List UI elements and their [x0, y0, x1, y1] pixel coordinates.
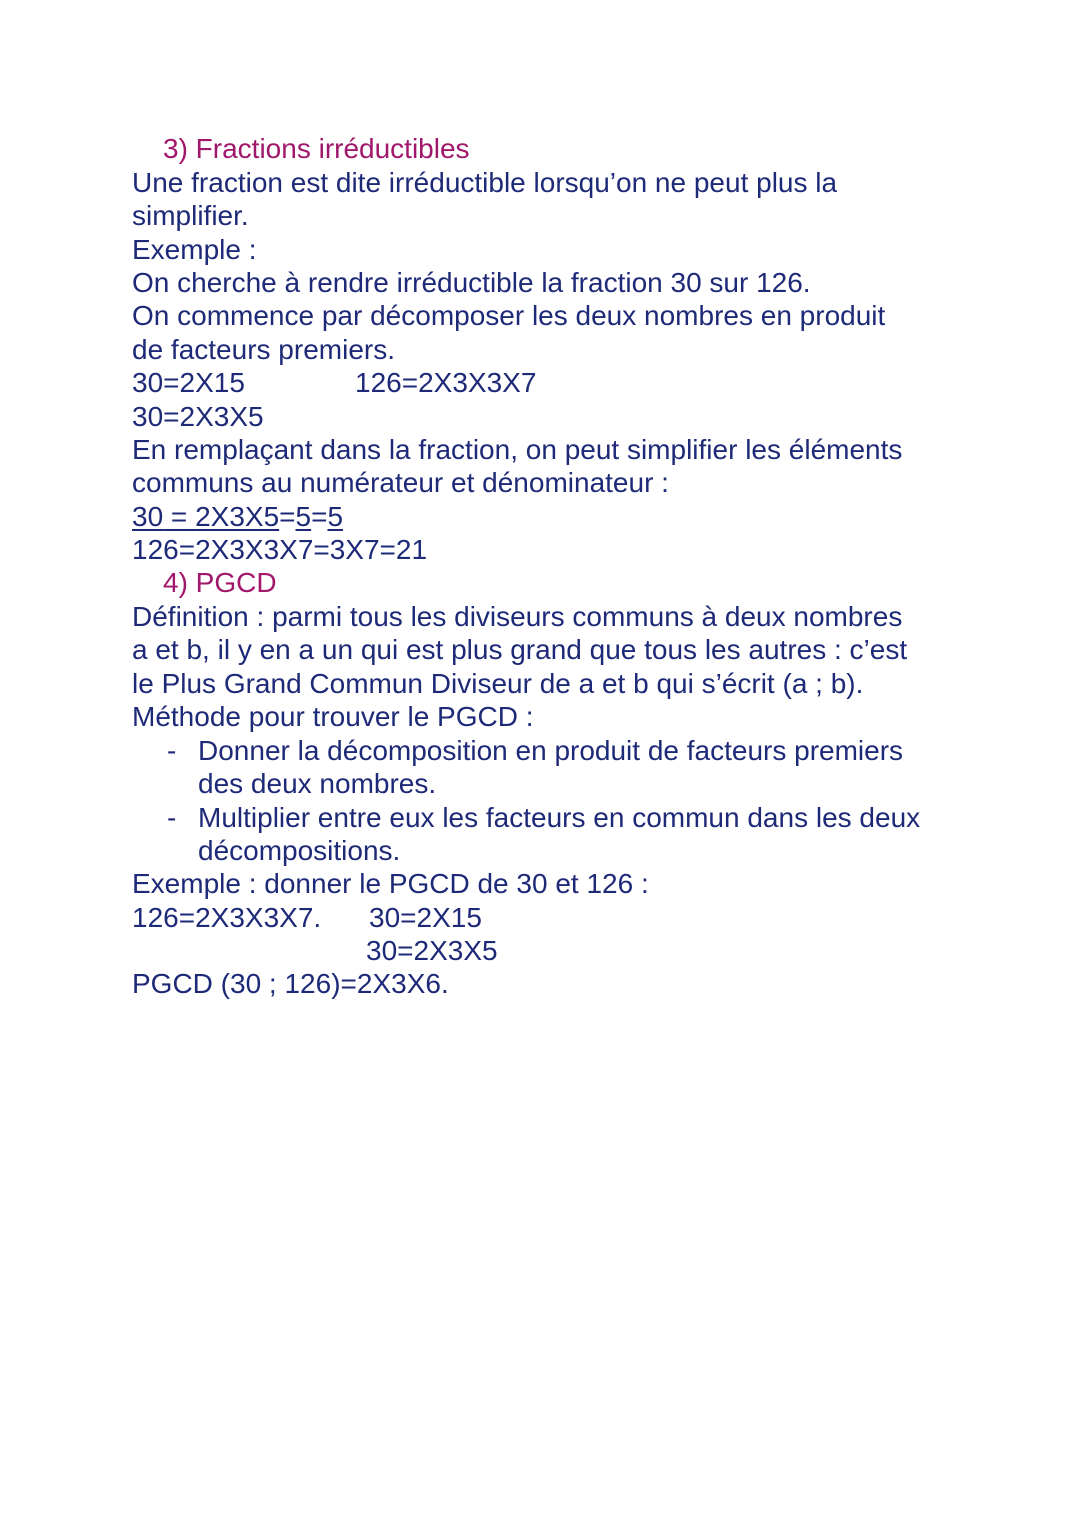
- example-decomposition-30-a: 30=2X15: [369, 902, 482, 933]
- section-3-replace-line-2: communs au numérateur et dénominateur :: [132, 467, 669, 498]
- bullet-dash-1: -: [167, 735, 177, 766]
- section-4-example-label: Exemple : donner le PGCD de 30 et 126 :: [132, 868, 649, 899]
- section-4-method-label: Méthode pour trouver le PGCD :: [132, 701, 534, 732]
- fraction-numerator-line: [132, 500, 343, 533]
- section-3-heading: 3) Fractions irréductibles: [163, 133, 470, 164]
- section-3-example-label: Exemple :: [132, 234, 257, 265]
- fraction-num-30: 30: [132, 501, 164, 532]
- section-3-definition-line-2: simplifier.: [132, 200, 249, 231]
- section-4-definition-line-1: Définition : parmi tous les diviseurs communs à deux nombres: [132, 601, 903, 632]
- bullet-2-line-2: décompositions.: [198, 835, 401, 866]
- example-decomposition-126: 126=2X3X3X7.: [132, 902, 322, 933]
- decomposition-126: 126=2X3X3X7: [355, 367, 537, 398]
- example-decomposition-30-b: 30=2X3X5: [366, 935, 498, 966]
- section-4-heading: 4) PGCD: [163, 567, 277, 598]
- decomposition-30-b: 30=2X3X5: [132, 401, 264, 432]
- bullet-2-line-1: Multiplier entre eux les facteurs en commun dans les deux: [198, 802, 921, 833]
- section-4-definition-line-3: le Plus Grand Commun Diviseur de a et b qui s’écrit (a ; b).: [132, 668, 864, 699]
- bullet-1-line-2: des deux nombres.: [198, 768, 437, 799]
- pgcd-result: PGCD (30 ; 126)=2X3X6.: [132, 968, 449, 999]
- section-4-definition-line-2: a et b, il y en a un qui est plus grand que tous les autres : c’est: [132, 634, 908, 665]
- fraction-denominator-line: 126=2X3X3X7=3X7=21: [132, 534, 428, 565]
- decomposition-30-a: 30=2X15: [132, 367, 245, 398]
- section-3-example-line-2: On commence par décomposer les deux nombres en produit: [132, 300, 886, 331]
- section-3-definition-line-1: Une fraction est dite irréductible lorsqu’on ne peut plus la: [132, 167, 838, 198]
- fraction-num-eq-2: =: [279, 501, 296, 532]
- fraction-num-2x3x5: 2X3X5: [195, 501, 280, 532]
- bullet-1-line-1: Donner la décomposition en produit de facteurs premiers: [198, 735, 904, 766]
- fraction-num-eq-3: =: [311, 501, 328, 532]
- section-3-replace-line-1: En remplaçant dans la fraction, on peut simplifier les éléments: [132, 434, 903, 465]
- section-3-example-line-3: de facteurs premiers.: [132, 334, 395, 365]
- fraction-num-5-a: 5: [295, 501, 312, 532]
- section-3-example-line-1: On cherche à rendre irréductible la fraction 30 sur 126.: [132, 267, 811, 298]
- bullet-dash-2: -: [167, 802, 177, 833]
- fraction-num-5-b: 5: [327, 501, 344, 532]
- fraction-num-eq-1: =: [163, 501, 196, 532]
